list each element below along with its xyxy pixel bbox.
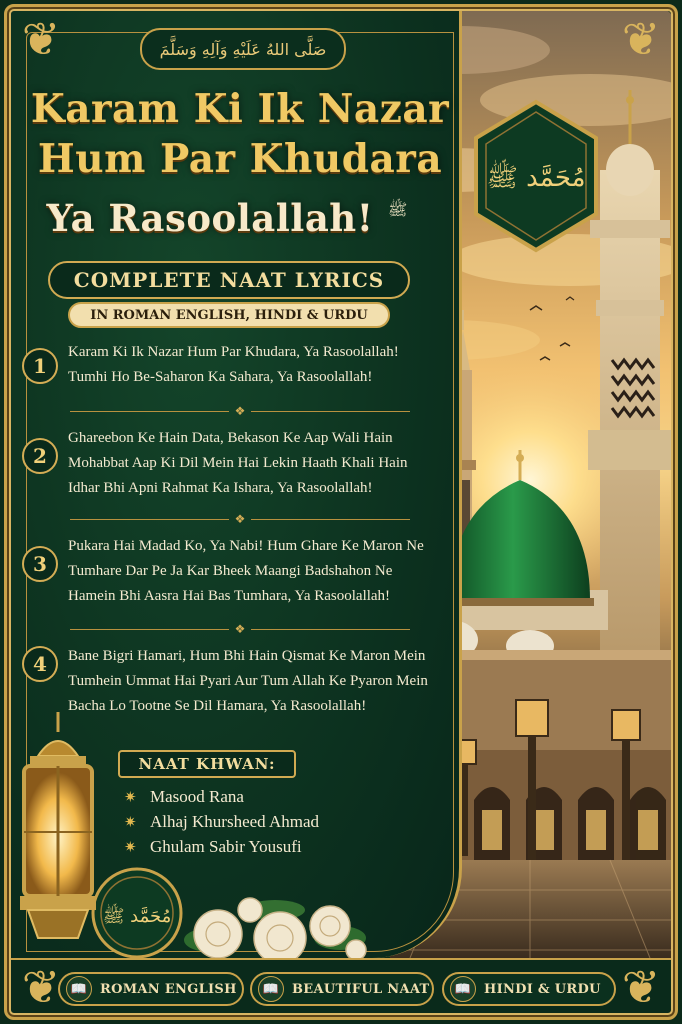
- medallion-small-text: مُحَمَّد ﷺ: [102, 906, 172, 927]
- list-item: [124, 784, 319, 809]
- badge-beautiful-naat: [250, 972, 434, 1006]
- verse-divider: ❖: [70, 512, 410, 526]
- corner-ornament-icon: ❦: [621, 960, 661, 1014]
- badge-label: ROMAN ENGLISH: [100, 981, 237, 997]
- corner-ornament-icon: ❦: [21, 12, 61, 66]
- naat-khwan-label: NAAT KHWAN:: [118, 750, 296, 778]
- verse-divider: ❖: [70, 622, 410, 636]
- corner-ornament-icon: ❦: [21, 960, 61, 1014]
- verse-line: Tumhein Ummat Hai Pyari Aur Tum Allah Ke Pyaron Mein: [68, 673, 428, 689]
- verse-number: 2: [15, 431, 66, 482]
- subtitle-languages: IN ROMAN ENGLISH, HINDI & URDU: [68, 302, 390, 328]
- medallion-text: مُحَمَّد ﷺ: [486, 163, 586, 193]
- book-icon: 📖: [450, 976, 476, 1002]
- muhammad-calligraphy-medallion: [466, 98, 606, 254]
- subtitle-banner: COMPLETE NAAT LYRICS: [48, 261, 410, 299]
- list-item: [124, 834, 319, 859]
- star-icon: ✷: [124, 837, 137, 856]
- verse-number: 3: [15, 539, 66, 590]
- salawat-plaque: صَلَّى اللهُ عَلَيْهِ وَآلِهِ وَسَلَّمَ: [140, 28, 346, 70]
- lantern-icon: [10, 712, 106, 952]
- reciter-name: Alhaj Khursheed Ahmad: [150, 811, 320, 831]
- verse-line: Tumhi Ho Be-Saharon Ka Sahara, Ya Rasoolallah!: [68, 369, 373, 385]
- verse-line: Pukara Hai Madad Ko, Ya Nabi! Hum Ghare Ke Maron Ne: [68, 538, 424, 554]
- reciter-name: Ghulam Sabir Yousufi: [150, 836, 302, 856]
- verse-line: Ghareebon Ke Hain Data, Bekason Ke Aap Wali Hain: [68, 430, 393, 446]
- star-icon: ✷: [124, 812, 137, 831]
- book-icon: 📖: [258, 976, 284, 1002]
- verse-line: Idhar Bhi Apni Rahmat Ka Ishara, Ya Rasoolallah!: [68, 480, 373, 496]
- badge-label: BEAUTIFUL NAAT: [292, 981, 430, 997]
- title-line-2: Hum Par Khudara: [37, 136, 443, 182]
- verse-line: Bacha Lo Tootne Se Dil Hamara, Ya Rasoolallah!: [68, 698, 367, 714]
- star-icon: ✷: [124, 787, 137, 806]
- corner-ornament-icon: ❦: [621, 12, 661, 66]
- salawat-badge: ﷺ: [388, 200, 408, 219]
- verse-line: Hamein Bhi Aasra Hai Bas Tumhara, Ya Rasoolallah!: [68, 588, 391, 604]
- list-item: [124, 809, 319, 834]
- badge-roman-english: [58, 972, 244, 1006]
- verse-number: 1: [15, 341, 66, 392]
- title-line-1: Karam Ki Ik Nazar: [30, 86, 450, 132]
- verse-number: 4: [15, 639, 66, 690]
- verse-line: Tumhare Dar Pe Ja Kar Bheek Maangi Badshahon Ne: [68, 563, 393, 579]
- naat-khwan-list: [124, 784, 319, 859]
- verse-line: Bane Bigri Hamari, Hum Bhi Hain Qismat Ke Maron Mein: [68, 648, 426, 664]
- verse-line: Karam Ki Ik Nazar Hum Par Khudara, Ya Rasoolallah!: [68, 344, 399, 360]
- book-icon: 📖: [66, 976, 92, 1002]
- verse-line: Mohabbat Aap Ki Dil Mein Hai Lekin Haath Khali Hain: [68, 455, 408, 471]
- title-line-3: Ya Rasoolallah!: [46, 196, 374, 240]
- verse-divider: ❖: [70, 404, 410, 418]
- badge-hindi-urdu: [442, 972, 616, 1006]
- white-roses-decoration: [180, 870, 370, 970]
- reciter-name: Masood Rana: [150, 786, 244, 806]
- badge-label: HINDI & URDU: [484, 981, 601, 997]
